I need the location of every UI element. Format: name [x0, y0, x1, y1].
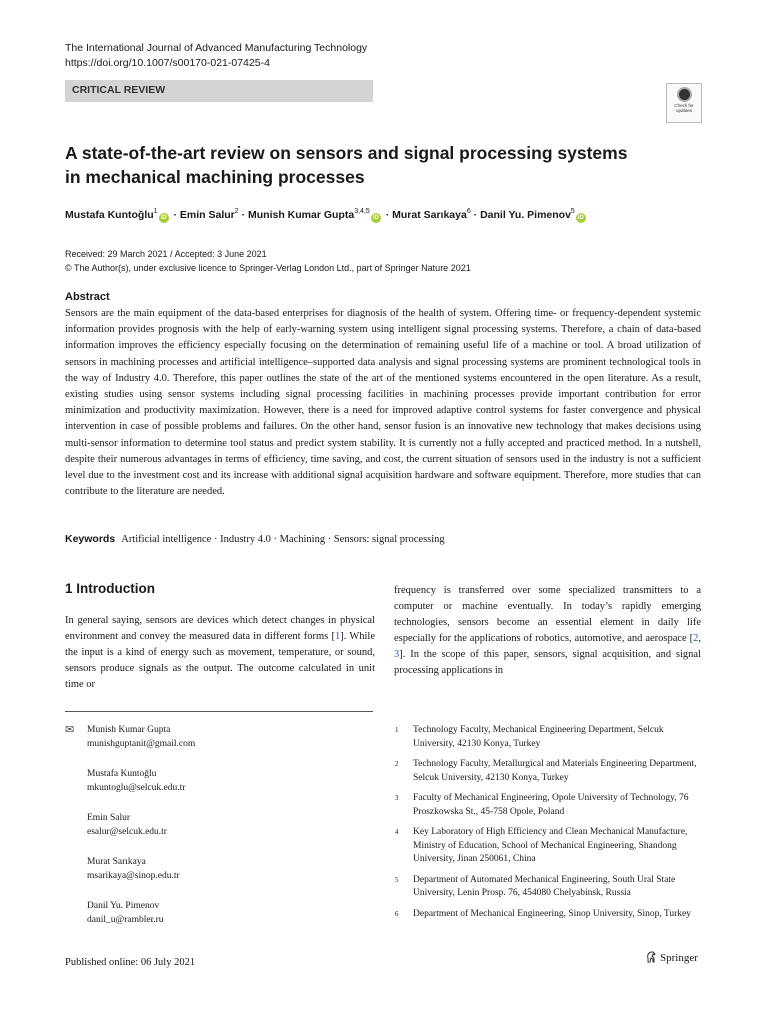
contact-name: Emin Salur	[87, 813, 131, 823]
intro-right-column	[394, 583, 701, 680]
journal-header	[65, 41, 367, 71]
author-separator: ·	[385, 209, 390, 221]
title-line-1: A state-of-the-art review on sensors and signal processing systems	[65, 143, 628, 163]
author-name[interactable]: Munish Kumar Gupta	[248, 209, 355, 221]
author-list	[65, 207, 765, 223]
abstract-heading: Abstract	[65, 291, 110, 303]
author-separator: ·	[473, 209, 478, 221]
contact-entry	[65, 768, 375, 812]
contact-entry	[65, 724, 375, 768]
badge-label: Check for updates	[674, 103, 694, 113]
author-separator: ·	[241, 209, 246, 221]
author-separator: ·	[173, 209, 177, 221]
author-name[interactable]: Danil Yu. Pimenov	[480, 209, 571, 221]
intro-text: ]. In the scope of this paper, sensors, signal acquisition, and signal processing applications in	[394, 649, 701, 677]
publisher-name: Springer	[660, 952, 698, 964]
doi-link[interactable]: https://doi.org/10.1007/s00170-021-07425-4	[65, 57, 270, 69]
orcid-icon[interactable]: iD	[372, 215, 379, 221]
citation-link[interactable]: 1	[334, 631, 341, 643]
affiliation-number: 1	[395, 726, 399, 734]
affiliation-text: Technology Faculty, Mechanical Engineering Department, Selcuk University, 42130 Konya, Turkey	[413, 725, 664, 749]
abstract-text: Sensors are the main equipment of the data-based enterprises for diagnosis of the health of system. Offering time- or frequency-dependent systemic information provides prognosis with the help of early-warning system using intelligent signal processing systems. Therefore, a chain of data-based information improves the efficiency especially focusing on the determination of remaining useful life of a machine or tool. A broad utilization of sensors in machining processes and artificial intelligence–supported data analysis and signal processing systems are prominent technological tools in the way of Industry 4.0. Therefore, this paper outlines the state of the art of the mentioned systems encountered in the open literature. As a result, existing studies using sensor systems including signal processing facilities in machining processes provide important contribution for error minimization and productivity maximization. However, there is a need for improved adaptive control systems for faster convergence and physical intervention in case of possible problems and failures. On the other hand, sensor fusion is an innovative new technology that makes decisions using multi-sensor information to determine tool status and predict system stability. It is currently not a fully accepted and practiced method. In a nutshell, despite their numerous advantages in terms of efficiency, time saving, and cost, the current situation of sensors used in the industry is not a sufficient level due to the investment cost and its increase with additional signal acquisition hardware and software equipment. Therefore, more studies that can contribute to the literature are needed.	[65, 308, 701, 498]
keyword: Industry 4.0	[220, 534, 271, 545]
affiliation-text: Department of Mechanical Engineering, Sinop University, Sinop, Turkey	[413, 908, 692, 919]
contact-email[interactable]: msarikaya@sinop.edu.tr	[87, 870, 180, 881]
affiliation-entry	[394, 724, 704, 751]
received-accepted: Received: 29 March 2021 / Accepted: 3 June 2021	[65, 249, 267, 259]
affiliation-list	[394, 724, 704, 928]
keyword: Artificial intelligence	[121, 534, 212, 545]
intro-left-column	[65, 613, 375, 693]
contact-entry	[65, 900, 375, 944]
copyright-icon: ©	[65, 263, 72, 273]
intro-text: ]. While the input is a kind of energy such as movement, temperature, or sound, sensors produce signals as the output. The outcome calculated in unit time or	[65, 631, 375, 691]
contact-email[interactable]: mkuntoglu@selcuk.edu.tr	[87, 782, 186, 793]
keyword-separator: ·	[327, 534, 332, 545]
affiliation-text: Department of Automated Mechanical Engineering, South Ural State University, Lenin Prosp. 76, 454080 Chelyabinsk, Russia	[413, 874, 676, 898]
author-name[interactable]: Emin Salur	[179, 209, 235, 221]
springer-horse-icon	[646, 951, 657, 963]
contact-entry	[65, 856, 375, 900]
author-name[interactable]: Murat Sarıkaya	[392, 209, 467, 221]
citation-link[interactable]: 2	[693, 633, 699, 645]
publication-dates	[65, 247, 471, 275]
intro-text: In general saying, sensors are devices which detect changes in physical environment and convey the measured data in different forms [	[65, 615, 375, 643]
copyright-text: The Author(s), under exclusive licence to Springer-Verlag London Ltd., part of Springer Nature 2021	[73, 263, 471, 273]
author-name[interactable]: Mustafa Kuntoğlu	[65, 209, 154, 221]
contact-email[interactable]: danil_u@rambler.ru	[87, 914, 164, 925]
author-affil-sup: 3,4,5	[354, 208, 370, 215]
affiliation-entry	[394, 792, 704, 819]
affiliation-number: 6	[395, 909, 399, 918]
orcid-icon[interactable]: iD	[577, 215, 584, 221]
keywords	[65, 532, 445, 547]
author-affil-sup: 6	[466, 208, 471, 215]
copyright-line	[65, 261, 471, 275]
contact-name: Munish Kumar Gupta	[87, 725, 171, 735]
section-banner	[65, 80, 373, 102]
check-for-updates-badge[interactable]	[666, 83, 702, 123]
orcid-icon[interactable]: iD	[160, 215, 167, 221]
keywords-label: Keywords	[65, 533, 116, 545]
affiliation-text: Key Laboratory of High Efficiency and Clean Mechanical Manufacture, Ministry of Education, School of Mechanical Engineering, Shandong University, Jinan 250061, China	[413, 827, 688, 864]
paper-title	[65, 141, 665, 189]
envelope-icon: ✉	[65, 724, 75, 736]
affiliation-entry	[394, 874, 704, 901]
contact-list	[65, 724, 375, 944]
affiliation-text: Faculty of Mechanical Engineering, Opole University of Technology, 76 Proszkowska St., 45-758 Opole, Poland	[413, 793, 689, 817]
affiliation-number: 4	[395, 828, 399, 836]
affiliation-number: 2	[395, 760, 399, 768]
contact-name: Mustafa Kuntoğlu	[87, 769, 157, 779]
keyword-separator: ·	[273, 534, 277, 545]
author-affil-sup: 2	[234, 208, 239, 215]
author-affil-sup: 1	[153, 208, 158, 215]
section-label: CRITICAL REVIEW	[72, 84, 166, 96]
citation-link[interactable]: 3	[394, 649, 400, 661]
contact-email[interactable]: esalur@selcuk.edu.tr	[87, 826, 167, 837]
contact-email[interactable]: munishguptanit@gmail.com	[87, 738, 196, 749]
intro-text: frequency is transferred over some specialized transmitters to a computer or machine eventually. In today’s rapidly emerging technologies, sensors become an essential element in daily life especially for the applications of robotics, automotive, and aerospace [	[394, 585, 701, 645]
contact-name: Danil Yu. Pimenov	[87, 901, 160, 911]
author-affil-sup: 5	[570, 208, 575, 215]
contact-entry	[65, 812, 375, 856]
keyword: Sensors: signal processing	[333, 534, 445, 545]
title-line-2: in mechanical machining processes	[65, 167, 365, 187]
affiliation-entry	[394, 758, 704, 785]
keyword: Machining	[279, 534, 326, 545]
contact-name: Murat Sarıkaya	[87, 857, 146, 867]
affiliation-entry	[394, 826, 704, 867]
affiliation-number: 3	[395, 794, 399, 802]
citation-separator: ,	[698, 633, 701, 645]
affiliation-entry	[394, 908, 704, 922]
published-date: Published online: 06 July 2021	[65, 957, 196, 968]
update-check-icon	[677, 87, 692, 102]
affiliation-text: Technology Faculty, Metallurgical and Materials Engineering Department, Selcuk University, 42130 Konya, Turkey	[413, 759, 697, 783]
affiliation-number: 5	[395, 875, 399, 884]
footnote-divider	[65, 711, 373, 712]
journal-name: The International Journal of Advanced Manufacturing Technology	[65, 42, 368, 54]
section-heading: 1 Introduction	[65, 581, 155, 596]
keyword-separator: ·	[213, 534, 218, 545]
publisher-logo	[646, 951, 698, 964]
